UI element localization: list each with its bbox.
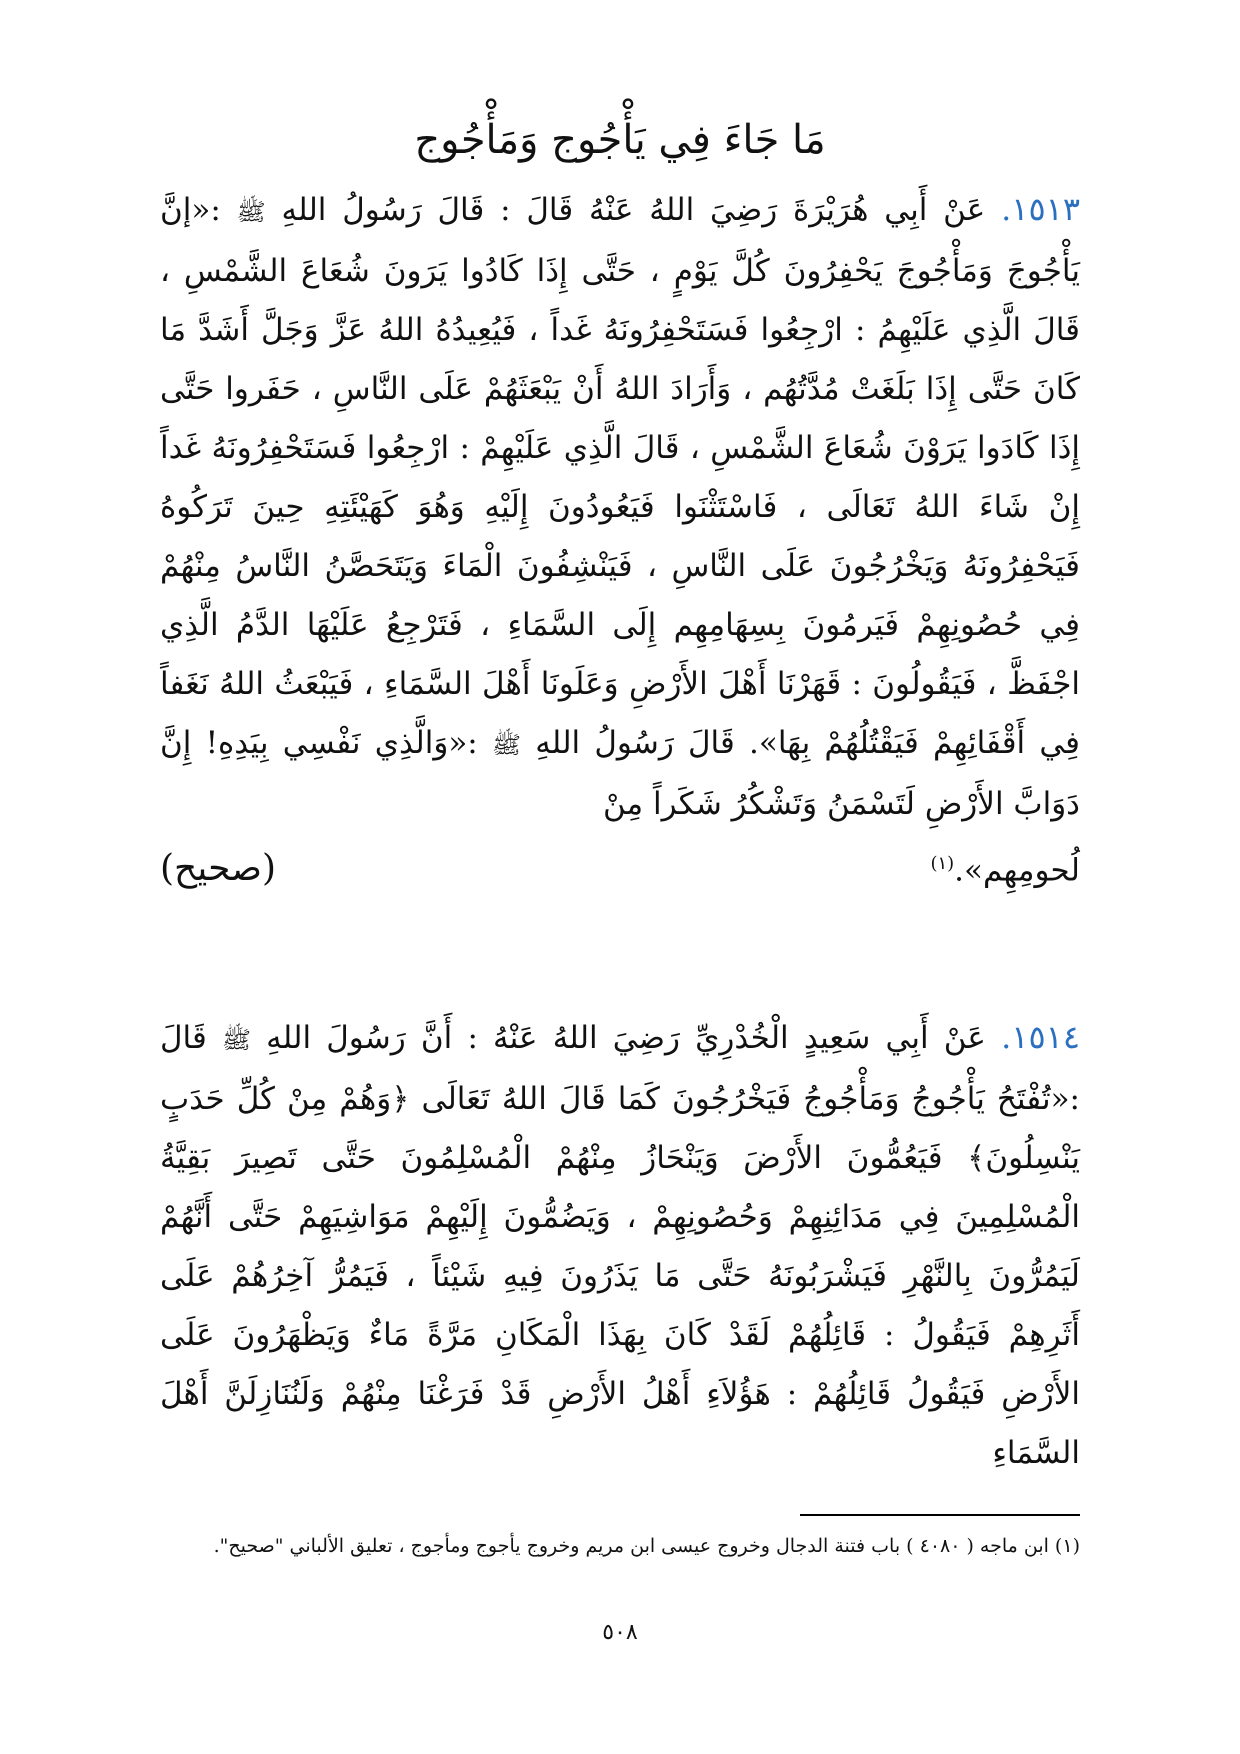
hadith-text: عَنْ أَبِي سَعِيدٍ الْخُدْرِيِّ رَضِيَ اللهُ عَنْهُ : أَنَّ رَسُولَ اللهِ xyxy=(266,1020,986,1056)
hadith-closing-line xyxy=(160,834,1080,900)
salawat-glyph: ﷺ xyxy=(491,731,521,759)
salawat-glyph: ﷺ xyxy=(221,1026,251,1054)
hadith-1513 xyxy=(160,180,1080,900)
hadith-1514 xyxy=(160,1008,1080,1483)
hadith-text: لُحومِهِم». xyxy=(954,852,1080,889)
hadith-last-line xyxy=(930,834,1080,900)
hadith-number: ١٥١٤. xyxy=(1001,1018,1080,1056)
hadith-text: قَالَ :«تُفْتَحُ يَأْجُوجُ وَمَأْجُوجُ فَيَخْرُجُونَ كَمَا قَالَ اللهُ تَعَالَى ﴿وَهُمْ مِنْ كُلِّ حَدَبٍ يَنْسِلُونَ﴾ فَيَعُمُّونَ الأَرْضَ وَيَنْحَازُ مِنْهُمْ الْمُسْلِمُونَ حَتَّى تَصِيرَ بَقِيَّةُ الْمُسْلِمِينَ فِي مَدَائِنِهِمْ وَحُصُونِهِمْ ، وَيَضُمُّونَ إِلَيْهِمْ مَوَاشِيَهِمْ حَتَّى أَنَّهُمْ لَيَمُرُّونَ بِالنَّهْرِ فَيَشْرَبُونَهُ حَتَّى مَا يَذَرُونَ فِيهِ شَيْئاً ، فَيَمُرُّ آخِرُهُمْ عَلَى أَثَرِهِمْ فَيَقُولُ : قَائِلُهُمْ لَقَدْ كَانَ بِهَذَا الْمَكَانِ مَرَّةً مَاءٌ وَيَظْهَرُونَ عَلَى الأَرْضِ فَيَقُولُ قَائِلُهُمْ : هَؤُلاَءِ أَهْلُ الأَرْضِ قَدْ فَرَغْنَا مِنْهُمْ وَلَنُنَازِلَنَّ أَهْلَ السَّمَاءِ xyxy=(160,1020,1080,1471)
page-number: ٥٠٨ xyxy=(602,1620,638,1645)
hadith-text: عَنْ أَبِي هُرَيْرَةَ رَضِيَ اللهُ عَنْهُ قَالَ : قَالَ رَسُولُ اللهِ xyxy=(281,192,986,228)
footnote-divider xyxy=(800,1514,1080,1516)
footnote-reference: (١) xyxy=(930,853,955,874)
footnote: (١) ابن ماجه ( ٤٠٨٠ ) باب فتنة الدجال وخروج عيسى ابن مريم وخروج يأجوج ومأجوج ، تعليق الألباني "صحيح". xyxy=(213,1535,1080,1557)
hadith-text: :«إنَّ يَأْجُوجَ وَمَأْجُوجَ يَحْفِرُونَ كُلَّ يَوْمٍ ، حَتَّى إِذَا كَادُوا يَرَونَ شُعَاعَ الشَّمْسِ ، قَالَ الَّذِي عَلَيْهِمُ : ارْجِعُوا فَسَتَحْفِرُونَهُ غَداً ، فَيُعِيدُهُ اللهُ عَزَّ وَجَلَّ أَشَدَّ مَا كَانَ حَتَّى إِذَا بَلَغَتْ مُدَّتُهُم ، وَأَرَادَ اللهُ أَنْ يَبْعَثَهُمْ عَلَى النَّاسِ ، حَفَروا حَتَّى إِذَا كَادَوا يَرَوْنَ شُعَاعَ الشَّمْسِ ، قَالَ الَّذِي عَلَيْهِمْ : ارْجِعُوا فَسَتَحْفِرُونَهُ غَداً إِنْ شَاءَ اللهُ تَعَالَى ، فَاسْتَثْنَوا فَيَعُودُونَ إِلَيْهِ وَهُوَ كَهَيْئَتِهِ حِينَ تَرَكُوهُ فَيَحْفِرُونَهُ وَيَخْرُجُونَ عَلَى النَّاسِ ، فَيَنْشِفُونَ الْمَاءَ وَيَتَحَصَّنُ النَّاسُ مِنْهُمْ فِي حُصُونِهِمْ فَيَرمُونَ بِسِهَامِهِم إِلَى السَّمَاءِ ، فَتَرْجِعُ عَلَيْهَا الدَّمُ الَّذِي اجْفَظَّ ، فَيَقُولُونَ : قَهَرْنَا أَهْلَ الأَرْضِ وَعَلَونَا أَهْلَ السَّمَاءِ ، فَيَبْعَثُ اللهُ نَغَفاً فِي أَقْفَائِهِمْ فَيَقْتُلُهُمْ بِهَا». قَالَ رَسُولُ اللهِ xyxy=(160,192,1081,761)
hadith-grade: (صحيح) xyxy=(160,848,276,890)
hadith-number: ١٥١٣. xyxy=(1001,190,1080,228)
salawat-glyph: ﷺ xyxy=(236,198,266,226)
hadith-text: :«وَالَّذِي نَفْسِي بِيَدِهِ! إِنَّ دَوَابَّ الأَرْضِ لَتَسْمَنُ وَتَشْكُرُ شَكَراً مِنْ xyxy=(160,725,1080,822)
chapter-title: مَا جَاءَ فِي يَأْجُوج وَمَأْجُوج xyxy=(414,117,826,163)
